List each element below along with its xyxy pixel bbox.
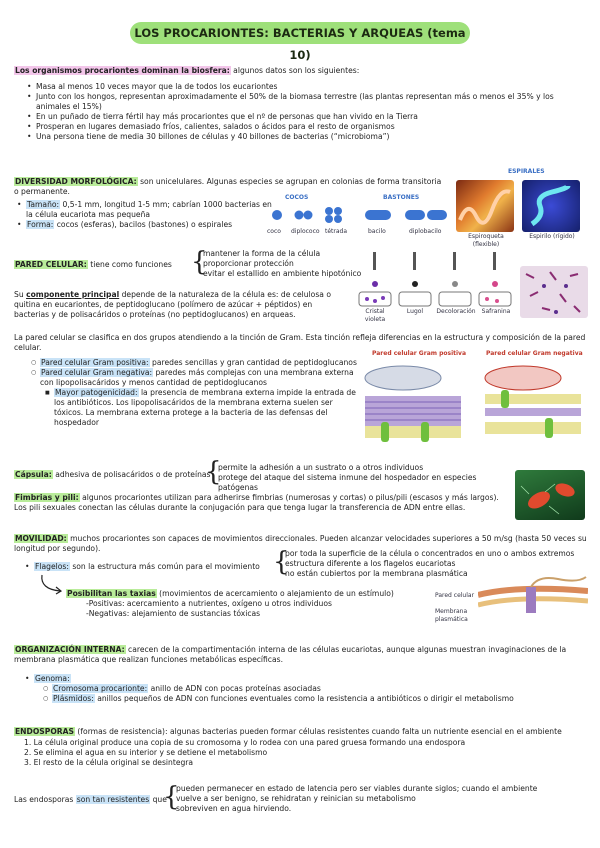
function-item: estructura diferente a los flagelos eucariotas: [285, 559, 456, 569]
cell-wall-heading: PARED CELULAR:: [15, 260, 87, 269]
positive-taxis: -Positivas: acercamiento a nutrientes, oxígeno u otros individuos: [86, 599, 332, 609]
size-text: 0,5-1 mm, longitud 1-5 mm; cabrían 1000 bacterias en la célula eucariota mas pequeña: [26, 200, 272, 220]
spirillum-image: [522, 180, 580, 232]
motility-text: muchos procariontes son capaces de movimientos direccionales. Pueden alcanzar velocidades superiores a 50 m/sg (hasta 50 veces su longitud por segundo).: [14, 534, 587, 554]
intro-heading: Los organismos procariontes dominan la biosfera:: [15, 66, 230, 75]
endospores-label: ENDOSPORAS: [15, 727, 74, 736]
function-item: protege del ataque del sistema inmune del hospedador en especies patógenas: [218, 473, 477, 493]
list-item: • Masa al menos 10 veces mayor que la de todos los eucariontes: [36, 82, 589, 92]
brace-icon: {: [205, 457, 222, 487]
gram-micrograph-image: [520, 266, 588, 318]
function-item: no están cubiertos por la membrana plasmática: [285, 569, 468, 579]
flagella-text: son la estructura más común para el movimiento: [69, 562, 260, 571]
spirals-label: ESPIRALES: [508, 168, 545, 175]
fimbriae-label: Fimbrias y pili:: [15, 493, 79, 502]
morphology-shapes: [265, 204, 455, 226]
list-item: [40, 368, 358, 388]
spirillum-caption: Espirilo (rígido): [529, 233, 575, 240]
composition-prefix: Su: [14, 290, 27, 299]
spirochete-image: [456, 180, 514, 232]
endospores-section: [14, 727, 589, 737]
capsule-text: adhesiva de polisacáridos o de proteínas: [52, 470, 211, 479]
resistance-items: [176, 784, 576, 814]
spirochete-caption: Espiroqueta (flexible): [468, 233, 504, 248]
composition-label: componente principal: [26, 290, 120, 299]
function-item: pueden permanecer en estado de latencia pero ser viables durante siglos; cuando el ambiente: [176, 784, 538, 793]
fimbriae-text: algunos procariontes utilizan para adherirse fimbrias (numerosas y cortas) o pilus/pili (escasos y más largos). Los pili sexuales conectan las células durante la conjugación para que tenga lugar la transferencia de ADN entre ellas.: [14, 493, 499, 513]
pathogenicity-label: Mayor patogenicidad:: [55, 388, 138, 398]
pili-bacteria-image: [515, 470, 585, 520]
coccus-caption: coco: [267, 228, 281, 235]
list-item: [26, 220, 274, 230]
cell-wall-heading-row: [14, 260, 172, 270]
bacillus-caption: bacilo: [368, 228, 386, 235]
function-item: vuelve a ser benigno, se rehidratan y reinician su metabolismo: [176, 794, 416, 804]
flagellum-diagram: [478, 575, 588, 630]
gram-negative-diagram-label: Pared celular Gram negativa: [486, 350, 583, 357]
composition-text: depende de la naturaleza de la célula es: de celulosa o quitina en eucariontes, de peptidoglucano (polímero de azúcar + péptidos) en bacterias y de polisacáridos o proteínas (no peptidoglucanos) en arqueas.: [14, 290, 332, 320]
shape-text: cocos (esferas), bacilos (bastones) o espirales: [54, 220, 233, 230]
brace-icon: {: [163, 782, 180, 812]
arrow-icon: [38, 573, 66, 595]
resistance-prefix: Las endosporas: [14, 795, 76, 804]
stain-step-caption: Safranina: [481, 308, 511, 315]
gram-wall-diagram: [355, 360, 590, 455]
size-label: Tamaño:: [27, 200, 60, 210]
gram-positive-label: Pared celular Gram positiva:: [41, 358, 149, 367]
flagella-list: [22, 562, 260, 572]
list-item: [34, 562, 260, 572]
intro-heading-tail: algunos datos son los siguientes:: [230, 66, 360, 75]
morphology-heading: DIVERSIDAD MORFOLÓGICA:: [15, 177, 137, 186]
cell-wall-text: tiene como funciones: [87, 260, 172, 269]
stain-step-caption: Decoloración: [436, 308, 476, 315]
chromosome-text: anillo de ADN con pocas proteínas asociadas: [148, 684, 321, 694]
flagellum-wall-label: Pared celular: [435, 592, 475, 599]
endospores-text: (formas de resistencia): algunas bacterias pueden formar células resistentes cuando falta un nutriente esencial en el ambiente: [75, 727, 562, 736]
page-title: LOS PROCARIONTES: BACTERIAS Y ARQUEAS (tema 10): [130, 22, 470, 44]
gram-classification-text: La pared celular se clasifica en dos grupos atendiendo a la tinción de Gram. Esta tinción refleja diferencias en la estructura y composición de la pared celular.: [14, 333, 586, 353]
list-item: 1. La célula original produce una copia de su cromosoma y lo rodea con una pared gruesa formando una endospora: [24, 738, 466, 747]
gram-negative-label: Pared celular Gram negativa:: [41, 368, 153, 378]
list-item: [26, 200, 274, 220]
resistance-row: [14, 795, 167, 805]
list-item: [40, 358, 358, 368]
morphology-text: son unicelulares. Algunas especies se agrupan en colonias de forma transitoria o permanente.: [14, 177, 442, 197]
gram-positive-diagram-label: Pared celular Gram positiva: [372, 350, 467, 357]
stain-step-caption: Lugol: [406, 308, 424, 315]
flagella-label: Flagelos:: [35, 562, 69, 571]
list-item: • Una persona tiene de media 30 billones de células y 40 billones de bacterias (“microbioma”): [36, 132, 589, 142]
shape-label: Forma:: [27, 220, 54, 230]
internal-organization-section: [14, 645, 589, 665]
plasmid-text: anillos pequeños de ADN con funciones eventuales como la resistencia a antibióticos o dirigir el metabolismo: [94, 694, 514, 704]
diplococcus-caption: diplococo: [291, 228, 320, 235]
pathogenicity-text: la presencia de membrana externa impide la entrada de los antibióticos. Los lipopolisacáridos de la membrana externa suelen ser tóxicos. La membrana externa protege a la bacteria de las defensas del hospedador: [54, 388, 356, 428]
taxis-section: [66, 589, 396, 619]
list-item: [54, 388, 358, 428]
gram-negative-text: paredes más complejas con una membrana externa con lipopolisacáridos y menos cantidad de peptidoglucanos: [40, 368, 354, 388]
resistance-label: son tan resistentes: [76, 795, 150, 804]
cell-wall-functions: [203, 249, 363, 279]
function-item: permite la adhesión a un sustrato o a otros individuos: [218, 463, 424, 472]
diplobacillus-caption: diplobacilo: [409, 228, 442, 235]
list-item: [52, 684, 582, 694]
cell-wall-composition: [14, 290, 349, 320]
brace-icon: {: [191, 247, 208, 277]
resistance-suffix: que: [150, 795, 167, 804]
function-item: por toda la superficie de la célula o concentrados en uno o ambos extremos: [285, 549, 575, 558]
motility-label: MOVILIDAD:: [15, 534, 67, 543]
taxis-text: (movimientos de acercamiento o alejamiento de un estímulo): [156, 589, 394, 598]
list-item: 3. El resto de la célula original se desintegra: [24, 758, 194, 768]
list-item: [34, 674, 582, 684]
list-item: • En un puñado de tierra fértil hay más procariontes que el nº de personas que han vivido en la Tierra: [36, 112, 589, 122]
internal-organization-text: carecen de la compartimentación interna de las células eucariotas, aunque algunas muestran invaginaciones de la membrana plasmática que realizan funciones metabólicas específicas.: [14, 645, 567, 665]
function-item: evitar el estallido en ambiente hipotónico: [203, 268, 362, 278]
genome-list: [22, 674, 582, 704]
morphology-figure: [265, 190, 455, 240]
list-item: 2. Se elimina el agua en su interior y se detiene el metabolismo: [24, 748, 268, 758]
gram-positive-text: paredes sencillas y gran cantidad de peptidoglucanos: [149, 358, 357, 367]
stain-step-caption: Cristal violeta: [364, 308, 386, 323]
brace-icon: {: [273, 547, 290, 577]
bacilli-label: BASTONES: [383, 194, 420, 201]
function-item: sobreviven en agua hirviendo.: [176, 804, 292, 814]
genome-label: Genoma:: [35, 674, 70, 683]
flagellum-membrane-label: Membrana plasmática: [435, 608, 468, 623]
chromosome-label: Cromosoma procarionte:: [53, 684, 148, 694]
cocci-label: COCOS: [285, 194, 309, 201]
internal-organization-label: ORGANIZACIÓN INTERNA:: [15, 645, 125, 654]
intro-list: [24, 82, 589, 142]
gram-list: [28, 358, 358, 428]
negative-taxis: -Negativas: alejamiento de sustancias tóxicas: [86, 609, 261, 619]
list-item: [52, 694, 582, 704]
endospore-steps: [24, 738, 584, 768]
function-item: proporcionar protección: [203, 258, 294, 268]
function-item: mantener la forma de la célula: [203, 249, 321, 258]
capsule-label: Cápsula:: [15, 470, 52, 479]
tetrad-caption: tétrada: [325, 228, 348, 235]
list-item: • Junto con los hongos, representan aproximadamente el 50% de la biomasa terrestre (las plantas representan más o menos el 35% y los animales el 15%): [36, 92, 589, 112]
capsule-functions: [218, 463, 508, 493]
list-item: • Prosperan en lugares demasiado fríos, calientes, salados o ácidos para el resto de organismos: [36, 122, 589, 132]
plasmid-label: Plásmidos:: [53, 694, 94, 704]
taxis-label: Posibilitan las taxias: [67, 589, 156, 598]
intro-section: [14, 66, 589, 142]
fimbriae-section: [14, 493, 509, 513]
capsule-row: [14, 470, 211, 480]
